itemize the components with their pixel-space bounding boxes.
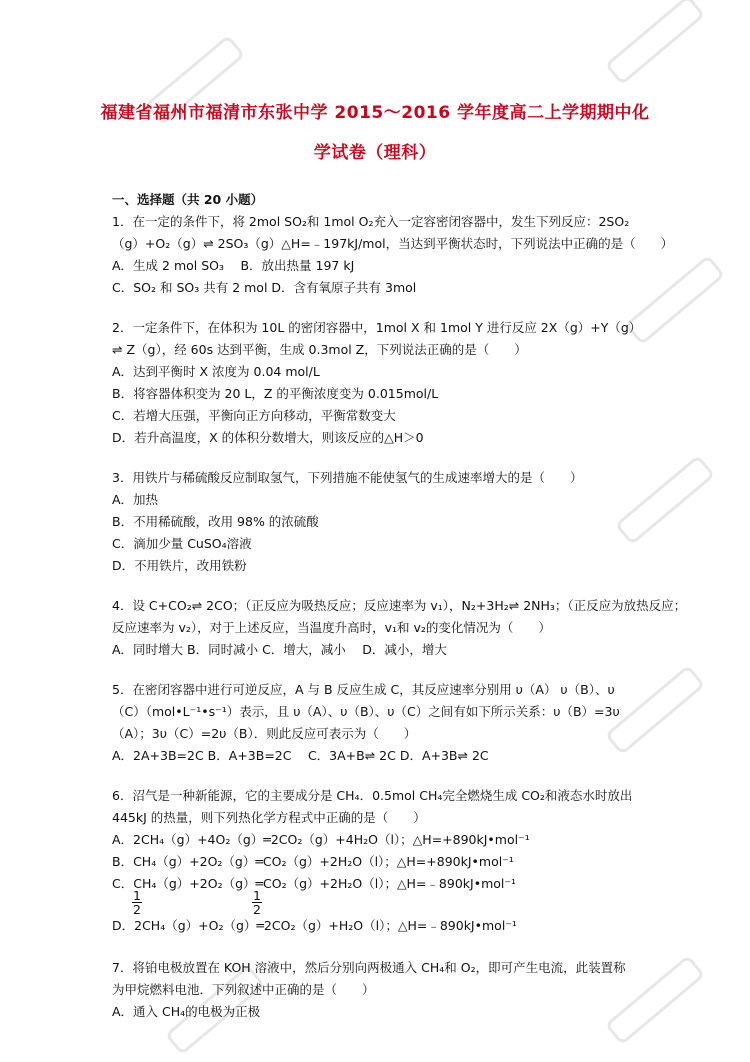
q1-stem-line-1: 1．在一定的条件下，将 2mol SO₂和 1mol O₂充入一定容密闭容器中，发生下列反应：2SO₂ (112, 214, 630, 229)
q7-stem-line-1: 7．将铂电极放置在 KOH 溶液中，然后分别向两极通入 CH₄和 O₂，即可产生电流，此装置称 (112, 960, 626, 975)
q2-stem-line-1: 2．一定条件下，在体积为 10L 的密闭容器中，1mol X 和 1mol Y 进行反应 2X（g）+Y（g） (112, 320, 642, 335)
q4-stem-line-2: 反应速率为 v₂），对于上述反应，当温度升高时，v₁和 v₂的变化情况为（ ） (112, 620, 551, 635)
q6-option-d: D．2CH₄（g）+O₂（g）═2CO₂（g）+H₂O（l）；△H=﹣890kJ•mol⁻¹ (112, 918, 517, 933)
q5-stem-line-1: 5．在密闭容器中进行可逆反应，A 与 B 反应生成 C，其反应速率分别用 υ（A） υ（B）、υ (112, 682, 615, 697)
q2-option-c: C．若增大压强，平衡向正方向移动，平衡常数变大 (112, 408, 396, 423)
fraction-numerator: 1 (253, 888, 261, 903)
q2-option-b: B．将容器体积变为 20 L，Z 的平衡浓度变为 0.015mol/L (112, 386, 439, 401)
fraction-denominator: 2 (133, 902, 141, 917)
watermark-icon (600, 0, 710, 91)
q6-option-c: C．CH₄（g）+2O₂（g）═CO₂（g）+2H₂O（l）；△H=﹣890kJ•mol⁻¹ (112, 876, 516, 891)
q3-option-b: B．不用稀硫酸，改用 98% 的浓硫酸 (112, 514, 319, 529)
q1-stem-line-2: （g）+O₂（g）⇌ 2SO₃（g）△H=﹣197kJ/mol，当达到平衡状态时，下列说法中正确的是（ ） (112, 236, 674, 251)
fraction-numerator: 1 (133, 888, 141, 903)
q4-stem-line-1: 4．设 C+CO₂⇌ 2CO；（正反应为吸热反应；反应速率为 v₁），N₂+3H₂⇌ 2NH₃；（正反应为放热反应； (112, 598, 687, 613)
q7-option-a: A．通入 CH₄的电极为正极 (112, 1004, 261, 1019)
q7-stem-line-2: 为甲烷燃料电池．下列叙述中正确的是（ ） (112, 982, 375, 997)
q3-option-a: A．加热 (112, 492, 159, 507)
q2-option-a: A．达到平衡时 X 浓度为 0.04 mol/L (112, 364, 320, 379)
watermark-icon (610, 449, 720, 550)
document-title-line-1: 福建省福州市福清市东张中学 2015～2016 学年度高二上学期期中化 (100, 103, 650, 123)
q6-fraction-half-2 (252, 890, 262, 915)
q4-options: A．同时增大 B．同时减小 C．增大，减小 D．减小，增大 (112, 642, 447, 657)
q6-option-b: B．CH₄（g）+2O₂（g）═CO₂（g）+2H₂O（l）；△H=+890kJ•mol⁻¹ (112, 854, 514, 869)
q2-stem-line-2: ⇌ Z（g），经 60s 达到平衡，生成 0.3mol Z，下列说法正确的是（ ） (112, 342, 527, 357)
q3-stem: 3．用铁片与稀硫酸反应制取氢气，下列措施不能使氢气的生成速率增大的是（ ） (112, 470, 583, 485)
q2-option-d: D．若升高温度，X 的体积分数增大，则该反应的△H＞0 (112, 430, 424, 445)
q3-option-d: D．不用铁片，改用铁粉 (112, 558, 247, 573)
q5-stem-line-3: （A）；3υ（C）=2υ（B）．则此反应可表示为（ ） (112, 726, 417, 741)
q6-stem-line-1: 6．沼气是一种新能源，它的主要成分是 CH₄．0.5mol CH₄完全燃烧生成 CO₂和液态水时放出 (112, 788, 633, 803)
document-title-line-2: 学试卷（理科） (313, 143, 437, 163)
q3-option-c: C．滴加少量 CuSO₄溶液 (112, 536, 252, 551)
q6-fraction-half-1 (132, 890, 142, 915)
q1-option-ab: A．生成 2 mol SO₃ B．放出热量 197 kJ (112, 258, 355, 273)
fraction-denominator: 2 (253, 902, 261, 917)
q1-option-cd: C．SO₂ 和 SO₃ 共有 2 mol D．含有氧原子共有 3mol (112, 280, 417, 295)
section-heading: 一、选择题（共 20 小题） (112, 192, 264, 207)
q5-options: A．2A+3B=2C B．A+3B=2C C．3A+B⇌ 2C D．A+3B⇌ 2C (112, 748, 489, 763)
q6-stem-line-2: 445kJ 的热量，则下列热化学方程式中正确的是（ ） (112, 810, 426, 825)
q6-option-a: A．2CH₄（g）+4O₂（g）═2CO₂（g）+4H₂O（l）；△H=+890kJ•mol⁻¹ (112, 832, 530, 847)
q5-stem-line-2: （C）（mol•L⁻¹•s⁻¹）表示，且 υ（A）、υ（B）、υ（C）之间有如下所示关系：υ（B）=3υ (112, 704, 620, 719)
